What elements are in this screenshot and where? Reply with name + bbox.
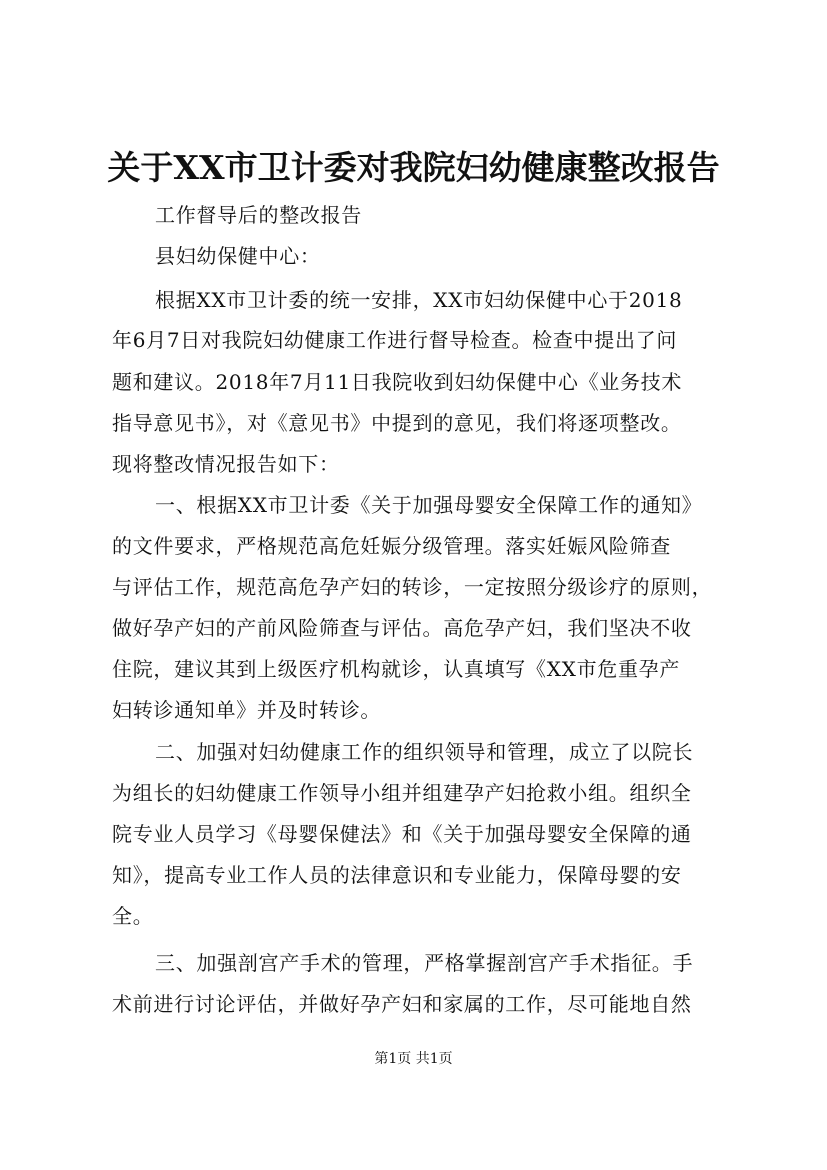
paragraph-2-line-4: 做好孕产妇的产前风险筛查与评估。高危孕产妇，我们坚决不收 — [112, 616, 692, 640]
paragraph-2-line-2: 的文件要求，严格规范高危妊娠分级管理。落实妊娠风险筛查 — [112, 534, 671, 558]
paragraph-1-line-2: 年6月7日对我院妇幼健康工作进行督导检查。检查中提出了问 — [112, 328, 678, 352]
paragraph-1-line-1: 根据XX市卫计委的统一安排，XX市妇幼保健中心于2018 — [155, 288, 683, 312]
paragraph-2-line-5: 住院，建议其到上级医疗机构就诊，认真填写《XX市危重孕产 — [112, 657, 681, 681]
document-title: 关于XX市卫计委对我院妇幼健康整改报告 — [107, 148, 720, 187]
paragraph-3-line-5: 全。 — [112, 904, 154, 928]
paragraph-1-line-5: 现将整改情况报告如下： — [112, 452, 340, 476]
paragraph-3-line-3: 院专业人员学习《母婴保健法》和《关于加强母婴安全保障的通 — [112, 822, 692, 846]
paragraph-1-line-3: 题和建议。2018年7月11日我院收到妇幼保健中心《业务技术 — [112, 370, 683, 394]
subtitle: 工作督导后的整改报告 — [155, 203, 362, 227]
paragraph-3-line-1: 二、加强对妇幼健康工作的组织领导和管理，成立了以院长 — [155, 740, 694, 764]
paragraph-4-line-2: 术前进行讨论评估，并做好孕产妇和家属的工作，尽可能地自然 — [112, 992, 692, 1016]
paragraph-3-line-2: 为组长的妇幼健康工作领导小组并组建孕产妇抢救小组。组织全 — [112, 781, 692, 805]
paragraph-2-line-1: 一、根据XX市卫计委《关于加强母婴安全保障工作的通知》 — [155, 493, 703, 517]
salutation: 县妇幼保健中心： — [155, 244, 321, 268]
paragraph-2-line-6: 妇转诊通知单》并及时转诊。 — [112, 698, 382, 722]
paragraph-2-line-3: 与评估工作，规范高危孕产妇的转诊，一定按照分级诊疗的原则， — [112, 575, 713, 599]
paragraph-4-line-1: 三、加强剖宫产手术的管理，严格掌握剖宫产手术指征。手 — [155, 951, 694, 975]
paragraph-3-line-4: 知》，提高专业工作人员的法律意识和专业能力，保障母婴的安 — [112, 863, 682, 887]
paragraph-1-line-4: 指导意见书》，对《意见书》中提到的意见，我们将逐项整改。 — [112, 411, 682, 435]
page-footer: 第1页 共1页 — [374, 1051, 453, 1067]
